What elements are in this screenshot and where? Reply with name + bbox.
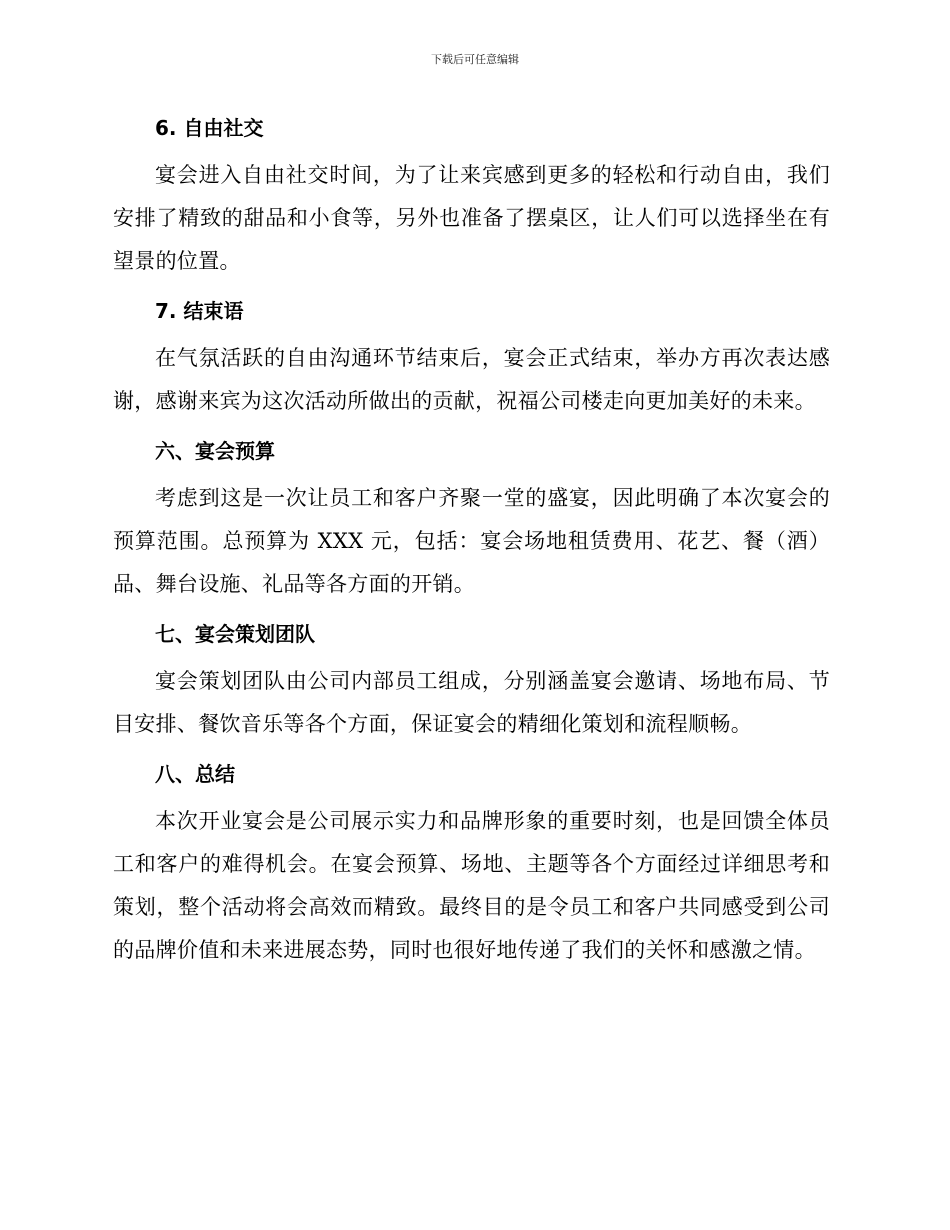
section-paragraph-6: 宴会进入自由社交时间，为了让来宾感到更多的轻松和行动自由，我们安排了精致的甜品和小食等，另外也准备了摆桌区，让人们可以选择坐在有望景的位置。 [113,163,830,273]
section-paragraph-summary: 本次开业宴会是公司展示实力和品牌形象的重要时刻，也是回馈全体员工和客户的难得机会。在宴会预算、场地、主题等各个方面经过详细思考和策划，整个活动将会高效而精致。最终目的是令员工和客户共同感受到公司的品牌价值和未来进展态势，同时也很好地传递了我们的关怀和感激之情。 [113,809,830,962]
page-header: 下载后可任意编辑 [431,53,519,66]
section-paragraph-team: 宴会策划团队由公司内部员工组成，分别涵盖宴会邀请、场地布局、节目安排、餐饮音乐等各个方面，保证宴会的精细化策划和流程顺畅。 [113,669,830,736]
section-heading-budget: 六、宴会预算 [155,439,275,463]
section-heading-summary: 八、总结 [155,762,235,786]
section-paragraph-budget: 考虑到这是一次让员工和客户齐聚一堂的盛宴，因此明确了本次宴会的预算范围。总预算为 XXX 元，包括：宴会场地租赁费用、花艺、餐（酒）品、舞台设施、礼品等各方面的开销。 [113,486,830,596]
section-heading-6: 6. 自由社交 [155,116,264,140]
section-paragraph-7: 在气氛活跃的自由沟通环节结束后，宴会正式结束，举办方再次表达感谢，感谢来宾为这次活动所做出的贡献，祝福公司楼走向更加美好的未来。 [113,346,830,413]
section-heading-team: 七、宴会策划团队 [155,622,315,646]
section-heading-7: 7. 结束语 [155,299,244,323]
document-body [113,110,830,982]
